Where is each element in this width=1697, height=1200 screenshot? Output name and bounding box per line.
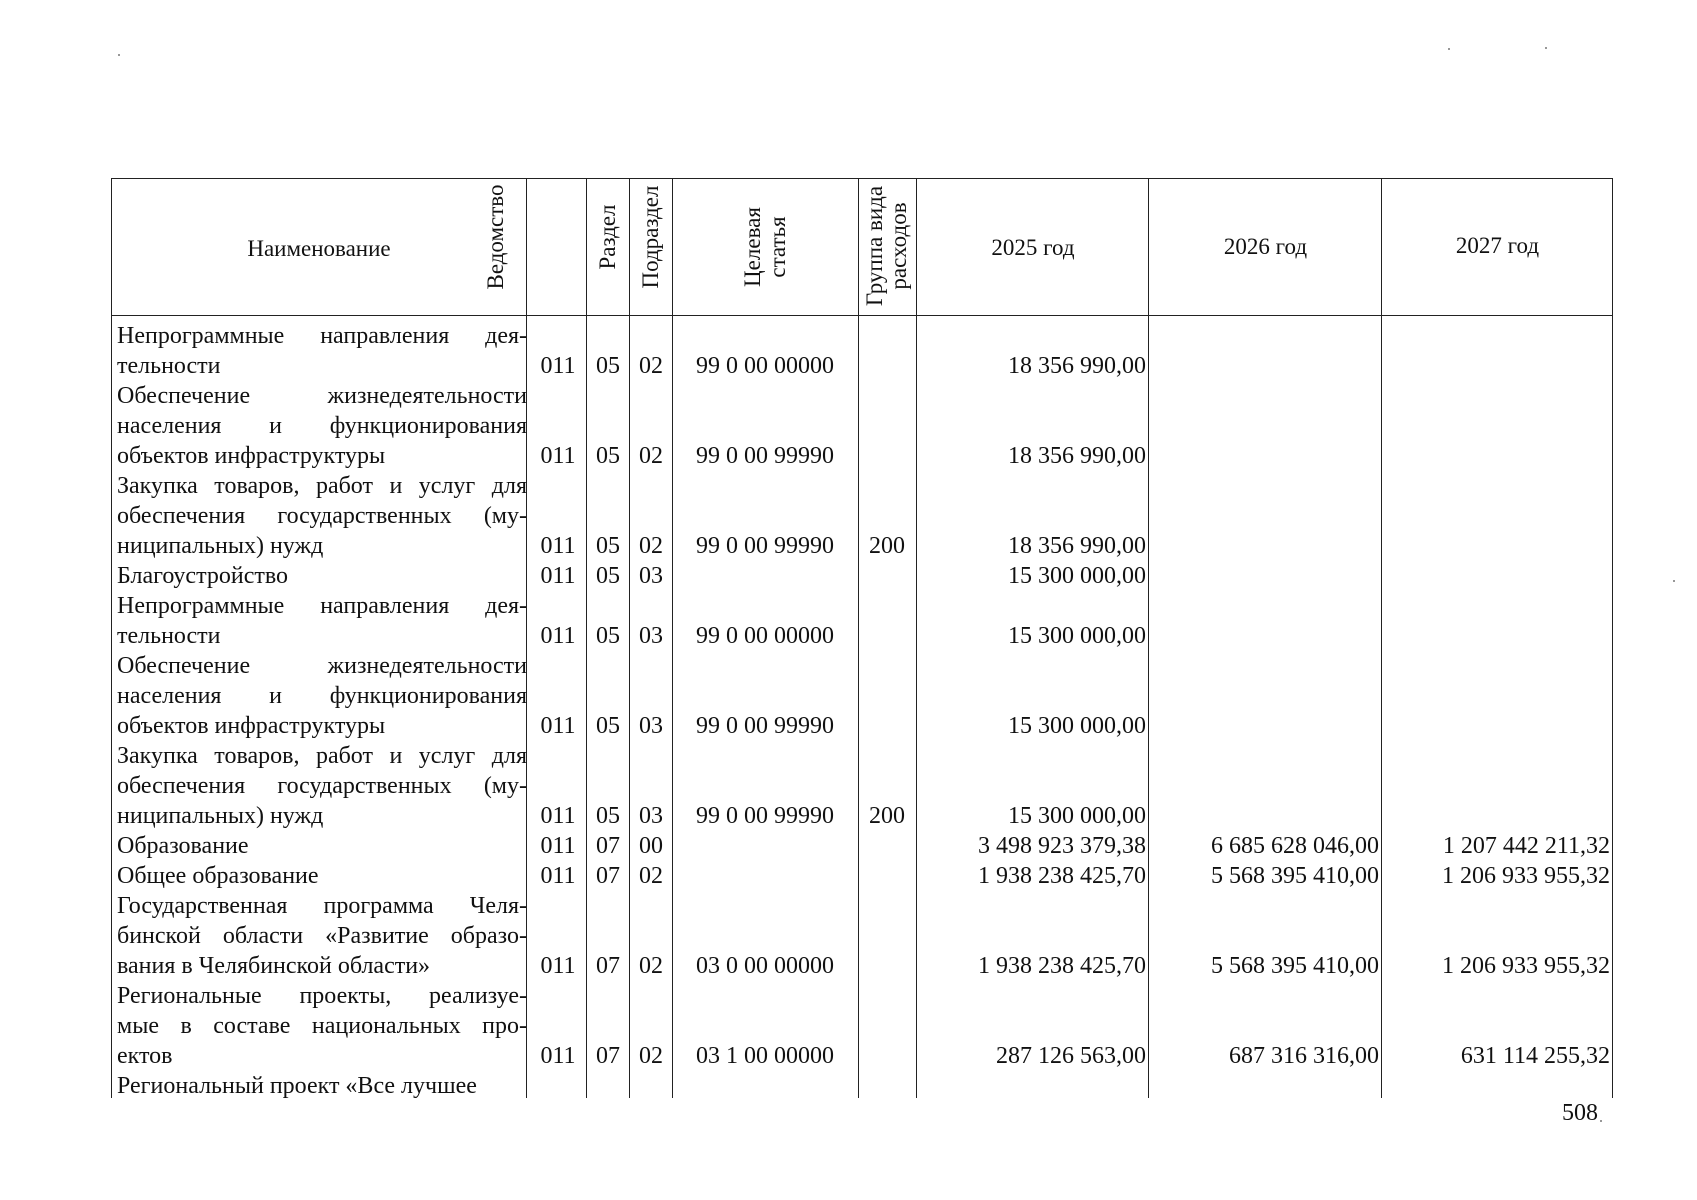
- row-name-line: Общее образование: [117, 863, 319, 889]
- row-name-line: Региональные проекты, реализуе-: [117, 983, 527, 1009]
- row-ved: 011: [540, 563, 576, 589]
- row-vid: 200: [869, 533, 905, 559]
- row-amount-y2027: 631 114 255,32: [1460, 1043, 1610, 1069]
- row-name-line: Благоустройство: [117, 563, 289, 589]
- row-celevaya: 99 0 00 99990: [696, 443, 834, 469]
- row-podrazdel: 03: [639, 563, 663, 589]
- row-amount-y2025: 18 356 990,00: [1008, 443, 1146, 469]
- row-name: [117, 861, 527, 891]
- row-amount-y2027: 1 207 442 211,32: [1442, 833, 1610, 859]
- row-celevaya: 03 1 00 00000: [696, 1043, 834, 1069]
- header-celevaya-line2: статья: [765, 216, 790, 278]
- row-podrazdel: 02: [639, 1043, 663, 1069]
- row-name-line: мые в составе национальных про-: [117, 1013, 527, 1039]
- row-amount-y2025: 287 126 563,00: [996, 1043, 1146, 1069]
- row-ved: 011: [540, 713, 576, 739]
- row-name-line: Закупка товаров, работ и услуг для: [117, 743, 527, 769]
- col-border: [916, 178, 917, 1098]
- header-gruppa-line2: расходов: [886, 202, 911, 290]
- row-name-line: Непрограммные направления дея-: [117, 593, 527, 619]
- row-amount-y2025: 15 300 000,00: [1008, 623, 1146, 649]
- header-podrazdel: Подраздел: [638, 185, 663, 289]
- row-ved: 011: [540, 1043, 576, 1069]
- row-ved: 011: [540, 863, 576, 889]
- row-name-line: населения и функционирования: [117, 413, 527, 439]
- row-podrazdel: 03: [639, 623, 663, 649]
- scan-speck: [1545, 47, 1547, 49]
- row-podrazdel: 03: [639, 803, 663, 829]
- row-name-line: Непрограммные направления дея-: [117, 323, 527, 349]
- row-celevaya: 99 0 00 00000: [696, 623, 834, 649]
- row-celevaya: 99 0 00 00000: [696, 353, 834, 379]
- row-name-line: объектов инфраструктуры: [117, 443, 386, 469]
- row-name: [117, 741, 527, 831]
- row-ved: 011: [540, 953, 576, 979]
- col-border: [111, 178, 112, 1098]
- row-razdel: 05: [596, 623, 620, 649]
- header-2026: 2026 год: [1223, 234, 1308, 259]
- scan-speck: [1448, 48, 1450, 50]
- row-name-line: вания в Челябинской области»: [117, 953, 431, 979]
- header-bottom-border: [111, 315, 1613, 316]
- scan-speck: [1673, 580, 1675, 582]
- row-name-line: Обеспечение жизнедеятельности: [117, 383, 527, 409]
- row-amount-y2026: 5 568 395 410,00: [1211, 863, 1379, 889]
- col-border: [1148, 178, 1149, 1098]
- scan-speck: [118, 54, 120, 56]
- row-name-line: Обеспечение жизнедеятельности: [117, 653, 527, 679]
- row-name-line: обеспечения государственных (му-: [117, 503, 527, 529]
- header-gruppa-line1: Группа вида: [862, 185, 887, 307]
- row-name: [117, 591, 527, 651]
- row-name-line: ниципальных) нужд: [117, 533, 324, 559]
- row-name-line: тельности: [117, 623, 221, 649]
- row-name-line: ектов: [117, 1043, 173, 1069]
- row-podrazdel: 00: [639, 833, 663, 859]
- row-razdel: 05: [596, 713, 620, 739]
- row-podrazdel: 02: [639, 443, 663, 469]
- row-name-line: обеспечения государственных (му-: [117, 773, 527, 799]
- col-border: [1612, 178, 1613, 1098]
- row-amount-y2025: 18 356 990,00: [1008, 533, 1146, 559]
- row-name: [117, 651, 527, 741]
- row-razdel: 05: [596, 533, 620, 559]
- row-amount-y2025: 15 300 000,00: [1008, 713, 1146, 739]
- row-razdel: 07: [596, 1043, 620, 1069]
- row-name-line: Закупка товаров, работ и услуг для: [117, 473, 527, 499]
- row-ved: 011: [540, 443, 576, 469]
- row-celevaya: 03 0 00 00000: [696, 953, 834, 979]
- row-name: [117, 471, 527, 561]
- row-name: [117, 831, 527, 861]
- row-ved: 011: [540, 353, 576, 379]
- header-celevaya-line1: Целевая: [740, 207, 765, 287]
- row-amount-y2026: 5 568 395 410,00: [1211, 953, 1379, 979]
- row-name: [117, 1071, 527, 1101]
- row-name-line: Региональный проект «Все лучшее: [117, 1073, 477, 1099]
- row-razdel: 05: [596, 803, 620, 829]
- row-name: [117, 321, 527, 381]
- scan-speck: [1600, 1120, 1602, 1122]
- row-name-line: тельности: [117, 353, 221, 379]
- row-amount-y2025: 18 356 990,00: [1008, 353, 1146, 379]
- row-ved: 011: [540, 533, 576, 559]
- row-amount-y2025: 15 300 000,00: [1008, 563, 1146, 589]
- row-name: [117, 891, 527, 981]
- page-number: 508: [1562, 1100, 1598, 1126]
- row-razdel: 05: [596, 443, 620, 469]
- row-name-line: ниципальных) нужд: [117, 803, 324, 829]
- row-amount-y2025: 1 938 238 425,70: [978, 953, 1146, 979]
- row-ved: 011: [540, 833, 576, 859]
- row-celevaya: 99 0 00 99990: [696, 533, 834, 559]
- row-amount-y2026: 6 685 628 046,00: [1211, 833, 1379, 859]
- row-name-line: населения и функционирования: [117, 683, 527, 709]
- row-name: [117, 381, 527, 471]
- row-amount-y2027: 1 206 933 955,32: [1442, 863, 1610, 889]
- row-razdel: 07: [596, 863, 620, 889]
- row-podrazdel: 02: [639, 863, 663, 889]
- row-name: [117, 561, 527, 591]
- row-name-line: бинской области «Развитие образо-: [117, 923, 527, 949]
- row-celevaya: 99 0 00 99990: [696, 803, 834, 829]
- row-ved: 011: [540, 623, 576, 649]
- row-name-line: Образование: [117, 833, 249, 859]
- row-razdel: 07: [596, 833, 620, 859]
- row-amount-y2025: 15 300 000,00: [1008, 803, 1146, 829]
- row-amount-y2026: 687 316 316,00: [1229, 1043, 1379, 1069]
- row-podrazdel: 03: [639, 713, 663, 739]
- row-name-line: Государственная программа Челя-: [117, 893, 527, 919]
- col-border: [858, 178, 859, 1098]
- row-razdel: 05: [596, 563, 620, 589]
- row-razdel: 05: [596, 353, 620, 379]
- row-podrazdel: 02: [639, 353, 663, 379]
- row-vid: 200: [869, 803, 905, 829]
- header-vedomstvo: Ведомство: [483, 184, 508, 290]
- row-razdel: 07: [596, 953, 620, 979]
- row-podrazdel: 02: [639, 953, 663, 979]
- header-name: Наименование: [247, 236, 391, 261]
- row-amount-y2025: 1 938 238 425,70: [978, 863, 1146, 889]
- row-name: [117, 981, 527, 1071]
- table-top-border: [111, 178, 1613, 179]
- header-razdel: Раздел: [595, 204, 620, 270]
- header-2027: 2027 год: [1455, 233, 1540, 258]
- row-name-line: объектов инфраструктуры: [117, 713, 386, 739]
- row-celevaya: 99 0 00 99990: [696, 713, 834, 739]
- header-2025: 2025 год: [991, 235, 1075, 260]
- row-amount-y2025: 3 498 923 379,38: [978, 833, 1146, 859]
- row-ved: 011: [540, 803, 576, 829]
- row-amount-y2027: 1 206 933 955,32: [1442, 953, 1610, 979]
- row-podrazdel: 02: [639, 533, 663, 559]
